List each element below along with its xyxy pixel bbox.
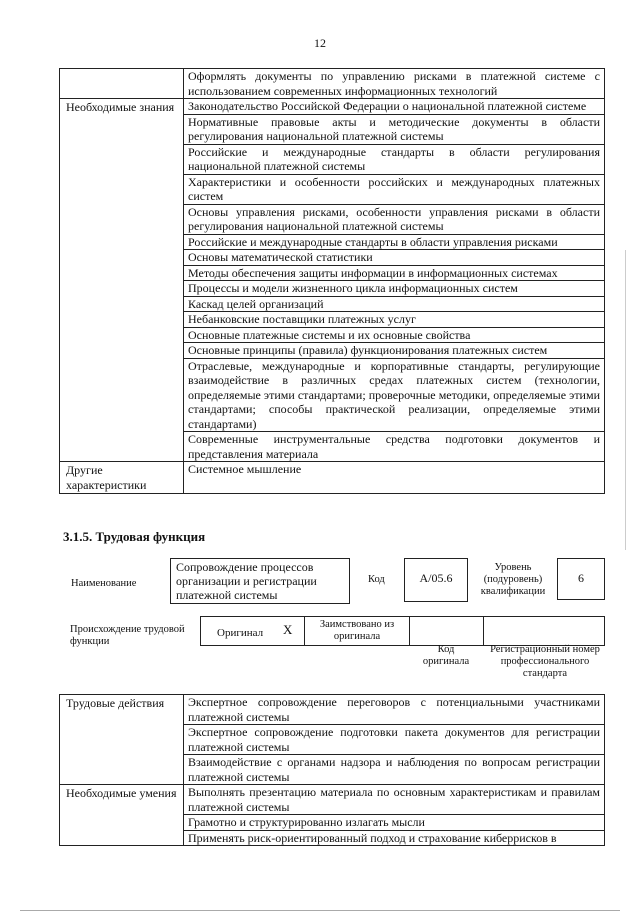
- function-name-value: Сопровождение процессов организации и регистрации платежной системы: [176, 560, 317, 602]
- origin-label: Происхождение трудовой функции: [70, 624, 185, 647]
- row-item: Современные инструментальные средства подготовки документов и представления материала: [184, 432, 605, 462]
- row-label: Трудовые действия: [60, 695, 184, 785]
- reg-number-caption: Регистрационный номер профессионального стандарта: [490, 644, 600, 679]
- row-item: Отраслевые, международные и корпоративные стандарты, регулирующие взаимодействие в различных средах платежных систем (технологии, определяемые этими стандартами; проверочные методики, определяемые этими стандартами; способы практической реализации, определяемые этими стандартами): [184, 358, 605, 432]
- row-label: Другие характеристики: [60, 462, 184, 494]
- table-row: [60, 69, 605, 99]
- labor-actions-table: [59, 694, 605, 846]
- original-label: Оригинал: [217, 627, 264, 639]
- row-item: Основы математической статистики: [184, 250, 605, 266]
- code-original-caption: Код оригинала: [422, 644, 470, 667]
- page-number: 12: [314, 36, 326, 50]
- code-label: Код: [368, 574, 385, 585]
- skills-knowledge-table: [59, 68, 605, 494]
- scan-edge-line: [625, 250, 626, 550]
- level-value: 6: [578, 571, 584, 585]
- origin-divider: [409, 616, 410, 646]
- row-item: Выполнять презентацию материала по основным характеристикам и правилам платежной системы: [184, 785, 605, 815]
- origin-divider: [483, 616, 484, 646]
- row-item: Взаимодействие с органами надзора и наблюдения по вопросам регистрации платежной системы: [184, 755, 605, 785]
- row-label: [60, 69, 184, 99]
- table-row: [60, 695, 605, 725]
- row-item: Оформлять документы по управлению рисками в платежной системе с использованием современных информационных технологий: [184, 69, 605, 99]
- row-item: Основные платежные системы и их основные свойства: [184, 327, 605, 343]
- row-item: Методы обеспечения защиты информации в информационных системах: [184, 265, 605, 281]
- row-item: Системное мышление: [184, 462, 605, 494]
- section-heading: 3.1.5. Трудовая функция: [63, 529, 206, 544]
- level-label: Уровень (подуровень) квалификации: [480, 562, 546, 597]
- table-row: [60, 99, 605, 115]
- row-item: Российские и международные стандарты в области управления рисками: [184, 234, 605, 250]
- row-item: Грамотно и структурированно излагать мысли: [184, 815, 605, 831]
- row-item: Экспертное сопровождение переговоров с потенциальными участниками платежной системы: [184, 695, 605, 725]
- code-box: [404, 558, 468, 602]
- table-row: [60, 462, 605, 494]
- row-item: Основные принципы (правила) функционирования платежных систем: [184, 343, 605, 359]
- row-item: Нормативные правовые акты и методические документы в области регулирования национальной платежной системы: [184, 114, 605, 144]
- name-label: Наименование: [71, 578, 137, 589]
- row-label: Необходимые знания: [60, 99, 184, 462]
- code-value: A/05.6: [419, 571, 453, 585]
- row-item: Экспертное сопровождение подготовки пакета документов для регистрации платежной системы: [184, 725, 605, 755]
- row-item: Российские и международные стандарты в области регулирования национальной платежной системы: [184, 144, 605, 174]
- origin-divider: [304, 616, 305, 646]
- level-box: [557, 558, 605, 600]
- borrowed-label: Заимствовано из оригинала: [319, 619, 395, 642]
- row-label: Необходимые умения: [60, 785, 184, 846]
- row-item: Применять риск-ориентированный подход и страхование киберрисков в: [184, 830, 605, 846]
- original-mark: X: [283, 622, 293, 637]
- table-row: [60, 785, 605, 815]
- function-name-box: [170, 558, 350, 604]
- row-item: Процессы и модели жизненного цикла информационных систем: [184, 281, 605, 297]
- row-item: Основы управления рисками, особенности управления рисками в области регулирования национальной платежной системы: [184, 204, 605, 234]
- row-item: Небанковские поставщики платежных услуг: [184, 312, 605, 328]
- scan-edge-line: [20, 910, 620, 911]
- row-item: Законодательство Российской Федерации о национальной платежной системе: [184, 99, 605, 115]
- row-item: Каскад целей организаций: [184, 296, 605, 312]
- row-item: Характеристики и особенности российских и международных платежных систем: [184, 174, 605, 204]
